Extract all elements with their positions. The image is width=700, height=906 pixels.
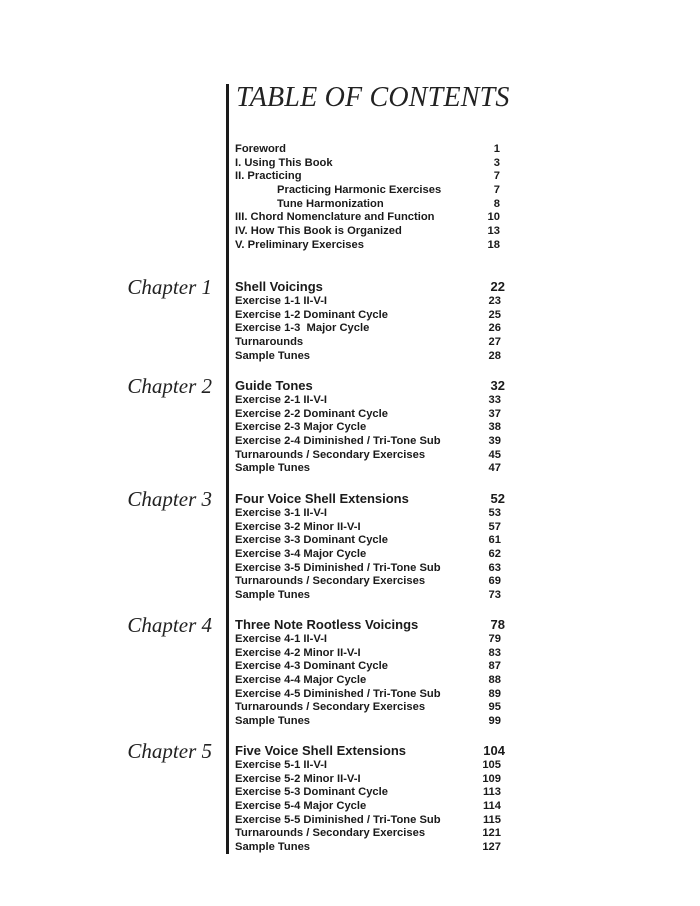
entry-page: 127 bbox=[482, 841, 501, 854]
toc-entry[interactable] bbox=[235, 309, 505, 323]
entry-label: Tune Harmonization bbox=[277, 197, 384, 210]
toc-entry[interactable] bbox=[235, 575, 505, 589]
entry-label: Exercise 3-2 Minor II-V-I bbox=[235, 520, 361, 533]
entry-page: 3 bbox=[493, 156, 500, 169]
entry-page: 33 bbox=[488, 394, 501, 406]
toc-entry[interactable] bbox=[235, 773, 505, 787]
entry-label: Exercise 3-4 Major Cycle bbox=[235, 548, 367, 561]
entry-label: Sample Tunes bbox=[235, 715, 311, 728]
entry-page: 18 bbox=[487, 238, 500, 251]
chapter-title: Shell Voicings bbox=[235, 279, 323, 294]
chapter-entries bbox=[235, 279, 505, 363]
entry-page: 28 bbox=[488, 349, 501, 362]
toc-entry[interactable] bbox=[235, 435, 505, 449]
entry-label: IV. How This Book is Organized bbox=[235, 225, 402, 238]
entry-label: V. Preliminary Exercises bbox=[235, 238, 364, 251]
toc-entry[interactable] bbox=[235, 421, 505, 435]
toc-entry[interactable] bbox=[235, 170, 500, 184]
entry-page: 53 bbox=[488, 507, 501, 519]
entry-page: 113 bbox=[482, 786, 501, 799]
entry-label: Exercise 4-5 Diminished / Tri-Tone Sub bbox=[235, 687, 441, 700]
chapter-title: Three Note Rootless Voicings bbox=[235, 617, 419, 632]
entry-page: 1 bbox=[493, 143, 500, 155]
entry-page: 99 bbox=[488, 715, 501, 728]
toc-entry[interactable] bbox=[235, 394, 505, 408]
entry-page: 73 bbox=[488, 589, 501, 602]
entry-label: III. Chord Nomenclature and Function bbox=[235, 211, 435, 224]
entry-page: 23 bbox=[488, 295, 501, 307]
entry-page: 7 bbox=[493, 170, 500, 183]
entry-page: 25 bbox=[488, 308, 501, 321]
chapter-entries bbox=[235, 743, 505, 855]
entry-label: Exercise 4-4 Major Cycle bbox=[235, 674, 367, 687]
entry-label: Exercise 1-1 II-V-I bbox=[235, 295, 328, 307]
entry-label: Sample Tunes bbox=[235, 589, 311, 602]
page-title: TABLE OF CONTENTS bbox=[236, 82, 510, 113]
toc-subentry[interactable] bbox=[235, 198, 500, 212]
entry-page: 57 bbox=[488, 520, 501, 533]
chapter-title: Five Voice Shell Extensions bbox=[235, 743, 406, 758]
toc-entry[interactable] bbox=[235, 647, 505, 661]
chapter-heading[interactable] bbox=[235, 743, 505, 759]
toc-entry[interactable] bbox=[235, 674, 505, 688]
entry-label: Exercise 2-4 Diminished / Tri-Tone Sub bbox=[235, 435, 441, 448]
chapter-label: Chapter 4 bbox=[127, 613, 212, 637]
entry-page: 63 bbox=[488, 561, 501, 574]
entry-label: Sample Tunes bbox=[235, 349, 311, 362]
toc-entry[interactable] bbox=[235, 534, 505, 548]
toc-entry[interactable] bbox=[235, 562, 505, 576]
toc-entry[interactable] bbox=[235, 322, 505, 336]
entry-label: Exercise 5-3 Dominant Cycle bbox=[235, 786, 388, 799]
chapter-page: 78 bbox=[490, 617, 505, 632]
toc-entry[interactable] bbox=[235, 589, 505, 603]
chapter-heading[interactable] bbox=[235, 378, 505, 394]
chapter-page: 32 bbox=[490, 378, 505, 393]
entry-label: Exercise 2-2 Dominant Cycle bbox=[235, 407, 388, 420]
entry-page: 37 bbox=[488, 407, 501, 420]
entry-page: 39 bbox=[488, 435, 501, 448]
entry-label: Sample Tunes bbox=[235, 841, 311, 854]
toc-entry[interactable] bbox=[235, 211, 500, 225]
chapter-entries bbox=[235, 491, 505, 603]
entry-label: Exercise 5-2 Minor II-V-I bbox=[235, 772, 361, 785]
chapter-entries bbox=[235, 617, 505, 729]
entry-page: 61 bbox=[488, 534, 501, 547]
entry-page: 10 bbox=[487, 211, 500, 224]
chapter-entries bbox=[235, 378, 505, 476]
entry-label: Exercise 4-1 II-V-I bbox=[235, 633, 328, 645]
entry-page: 62 bbox=[488, 548, 501, 561]
entry-label: Exercise 4-3 Dominant Cycle bbox=[235, 660, 388, 673]
entry-page: 114 bbox=[482, 800, 501, 813]
toc-entry[interactable] bbox=[235, 841, 505, 855]
entry-page: 105 bbox=[482, 759, 501, 771]
toc-entry[interactable] bbox=[235, 462, 505, 476]
toc-entry[interactable] bbox=[235, 827, 505, 841]
toc-entry[interactable] bbox=[235, 295, 505, 309]
chapter-title: Guide Tones bbox=[235, 378, 313, 393]
entry-label: Sample Tunes bbox=[235, 462, 311, 475]
toc-entry[interactable] bbox=[235, 408, 505, 422]
entry-page: 13 bbox=[487, 225, 500, 238]
front-matter-list bbox=[235, 143, 500, 253]
chapter-title: Four Voice Shell Extensions bbox=[235, 491, 409, 506]
toc-entry[interactable] bbox=[235, 660, 505, 674]
chapter-label: Chapter 5 bbox=[127, 739, 212, 763]
entry-label: Exercise 3-1 II-V-I bbox=[235, 507, 328, 519]
entry-label: Turnarounds / Secondary Exercises bbox=[235, 448, 426, 461]
entry-label: Turnarounds bbox=[235, 336, 304, 349]
toc-entry[interactable] bbox=[235, 759, 505, 773]
entry-page: 87 bbox=[488, 660, 501, 673]
toc-entry[interactable] bbox=[235, 800, 505, 814]
entry-label: Exercise 5-1 II-V-I bbox=[235, 759, 328, 771]
entry-label: II. Practicing bbox=[235, 170, 302, 183]
entry-page: 38 bbox=[488, 421, 501, 434]
entry-page: 47 bbox=[488, 462, 501, 475]
chapter-heading[interactable] bbox=[235, 491, 505, 507]
entry-label: Practicing Harmonic Exercises bbox=[277, 184, 442, 197]
entry-page: 26 bbox=[488, 322, 501, 335]
entry-page: 79 bbox=[488, 633, 501, 645]
toc-entry[interactable] bbox=[235, 225, 500, 239]
entry-label: Exercise 2-3 Major Cycle bbox=[235, 421, 367, 434]
toc-entry[interactable] bbox=[235, 786, 505, 800]
toc-subentry[interactable] bbox=[235, 184, 500, 198]
entry-page: 8 bbox=[493, 197, 500, 210]
entry-label: Turnarounds / Secondary Exercises bbox=[235, 827, 426, 840]
entry-label: Exercise 3-3 Dominant Cycle bbox=[235, 534, 388, 547]
entry-page: 109 bbox=[482, 772, 501, 785]
entry-page: 95 bbox=[488, 701, 501, 714]
entry-page: 115 bbox=[482, 813, 501, 826]
entry-page: 7 bbox=[493, 184, 500, 197]
entry-page: 83 bbox=[488, 646, 501, 659]
entry-label: Turnarounds / Secondary Exercises bbox=[235, 701, 426, 714]
chapter-label: Chapter 3 bbox=[127, 487, 212, 511]
entry-label: I. Using This Book bbox=[235, 156, 333, 169]
toc-entry[interactable] bbox=[235, 350, 505, 364]
chapter-label: Chapter 1 bbox=[127, 275, 212, 299]
toc-entry[interactable] bbox=[235, 814, 505, 828]
toc-entry[interactable] bbox=[235, 521, 505, 535]
entry-page: 89 bbox=[488, 687, 501, 700]
toc-entry[interactable] bbox=[235, 688, 505, 702]
toc-entry[interactable] bbox=[235, 143, 500, 157]
toc-entry[interactable] bbox=[235, 157, 500, 171]
vertical-rule bbox=[226, 84, 229, 854]
toc-entry[interactable] bbox=[235, 336, 505, 350]
entry-label: Exercise 5-5 Diminished / Tri-Tone Sub bbox=[235, 813, 441, 826]
toc-entry[interactable] bbox=[235, 701, 505, 715]
toc-entry[interactable] bbox=[235, 715, 505, 729]
toc-entry[interactable] bbox=[235, 633, 505, 647]
toc-entry[interactable] bbox=[235, 449, 505, 463]
entry-label: Exercise 2-1 II-V-I bbox=[235, 394, 328, 406]
entry-page: 121 bbox=[482, 827, 501, 840]
entry-page: 88 bbox=[488, 674, 501, 687]
entry-label: Exercise 3-5 Diminished / Tri-Tone Sub bbox=[235, 561, 441, 574]
toc-entry[interactable] bbox=[235, 507, 505, 521]
chapter-label: Chapter 2 bbox=[127, 374, 212, 398]
entry-label: Turnarounds / Secondary Exercises bbox=[235, 575, 426, 588]
entry-label: Exercise 4-2 Minor II-V-I bbox=[235, 646, 361, 659]
entry-page: 45 bbox=[488, 448, 501, 461]
chapter-page: 22 bbox=[490, 279, 505, 294]
entry-label: Exercise 1-3 Major Cycle bbox=[235, 322, 370, 335]
chapter-page: 104 bbox=[483, 743, 505, 758]
entry-label: Exercise 1-2 Dominant Cycle bbox=[235, 308, 388, 321]
toc-entry[interactable] bbox=[235, 548, 505, 562]
toc-entry[interactable] bbox=[235, 239, 500, 253]
chapter-heading[interactable] bbox=[235, 617, 505, 633]
chapter-heading[interactable] bbox=[235, 279, 505, 295]
chapter-page: 52 bbox=[490, 491, 505, 506]
entry-label: Foreword bbox=[235, 143, 286, 155]
entry-page: 27 bbox=[488, 336, 501, 349]
entry-label: Exercise 5-4 Major Cycle bbox=[235, 800, 367, 813]
entry-page: 69 bbox=[488, 575, 501, 588]
